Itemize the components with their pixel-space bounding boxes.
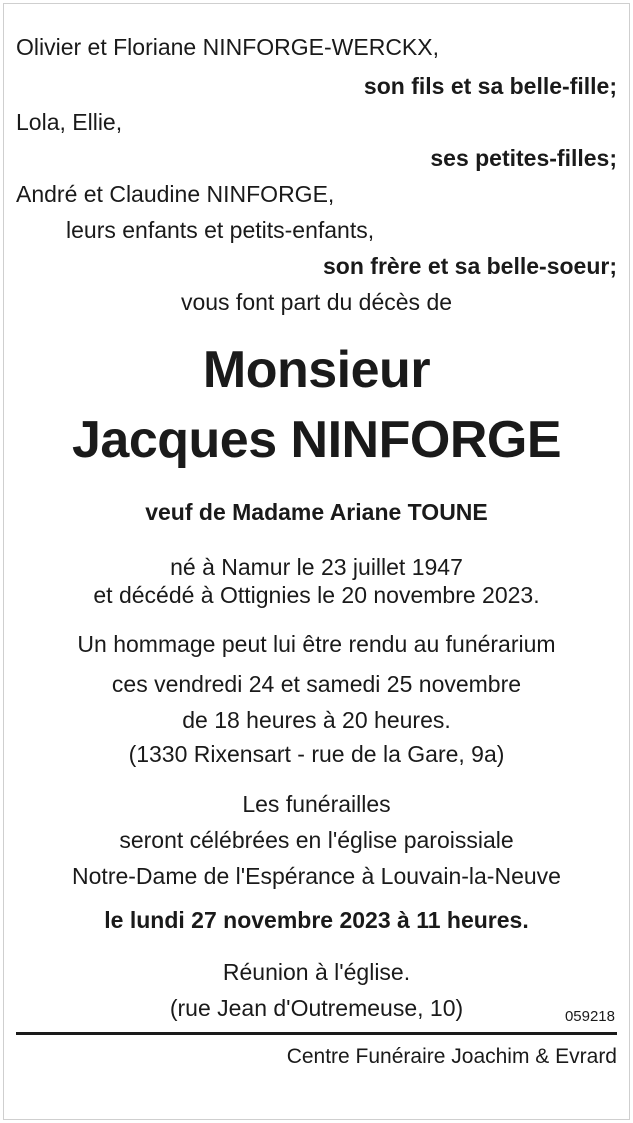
deceased-title: Monsieur [202,341,431,399]
death-line: et décédé à Ottignies le 20 novembre 2023. [93,582,540,608]
birth-line: né à Namur le 23 juillet 1947 [170,554,463,580]
homage-line-1: Un hommage peut lui être rendu au funérarium [77,631,556,657]
family-line-4: leurs enfants et petits-enfants, [66,217,375,243]
family-relation-1: son fils et sa belle-fille; [363,73,617,99]
family-line-2: Lola, Ellie, [16,109,123,135]
homage-line-3: de 18 heures à 20 heures. [182,707,451,733]
family-line-3: André et Claudine NINFORGE, [16,181,335,207]
family-line-1: Olivier et Floriane NINFORGE-WERCKX, [16,34,440,60]
funeral-home-name: Centre Funéraire Joachim & Evrard [286,1045,617,1068]
widow-line: veuf de Madame Ariane TOUNE [145,499,488,525]
family-relation-3: son frère et sa belle-soeur; [323,253,617,279]
announcement-line: vous font part du décès de [180,289,453,315]
funeral-line-1: Les funérailles [242,791,391,817]
homage-address: (1330 Rixensart - rue de la Gare, 9a) [128,741,505,767]
meeting-address: (rue Jean d'Outremeuse, 10) [169,995,464,1021]
funeral-date: le lundi 27 novembre 2023 à 11 heures. [104,907,529,933]
meeting-line-1: Réunion à l'église. [222,959,411,985]
homage-line-2: ces vendredi 24 et samedi 25 novembre [111,671,522,697]
footer-divider [16,1032,617,1035]
family-relation-2: ses petites-filles; [430,145,617,171]
deceased-name: Jacques NINFORGE [71,411,562,469]
funeral-line-2: seront célébrées en l'église paroissiale [119,827,514,853]
funeral-line-3: Notre-Dame de l'Espérance à Louvain-la-Neuve [72,863,561,889]
reference-number: 059218 [564,1008,615,1025]
